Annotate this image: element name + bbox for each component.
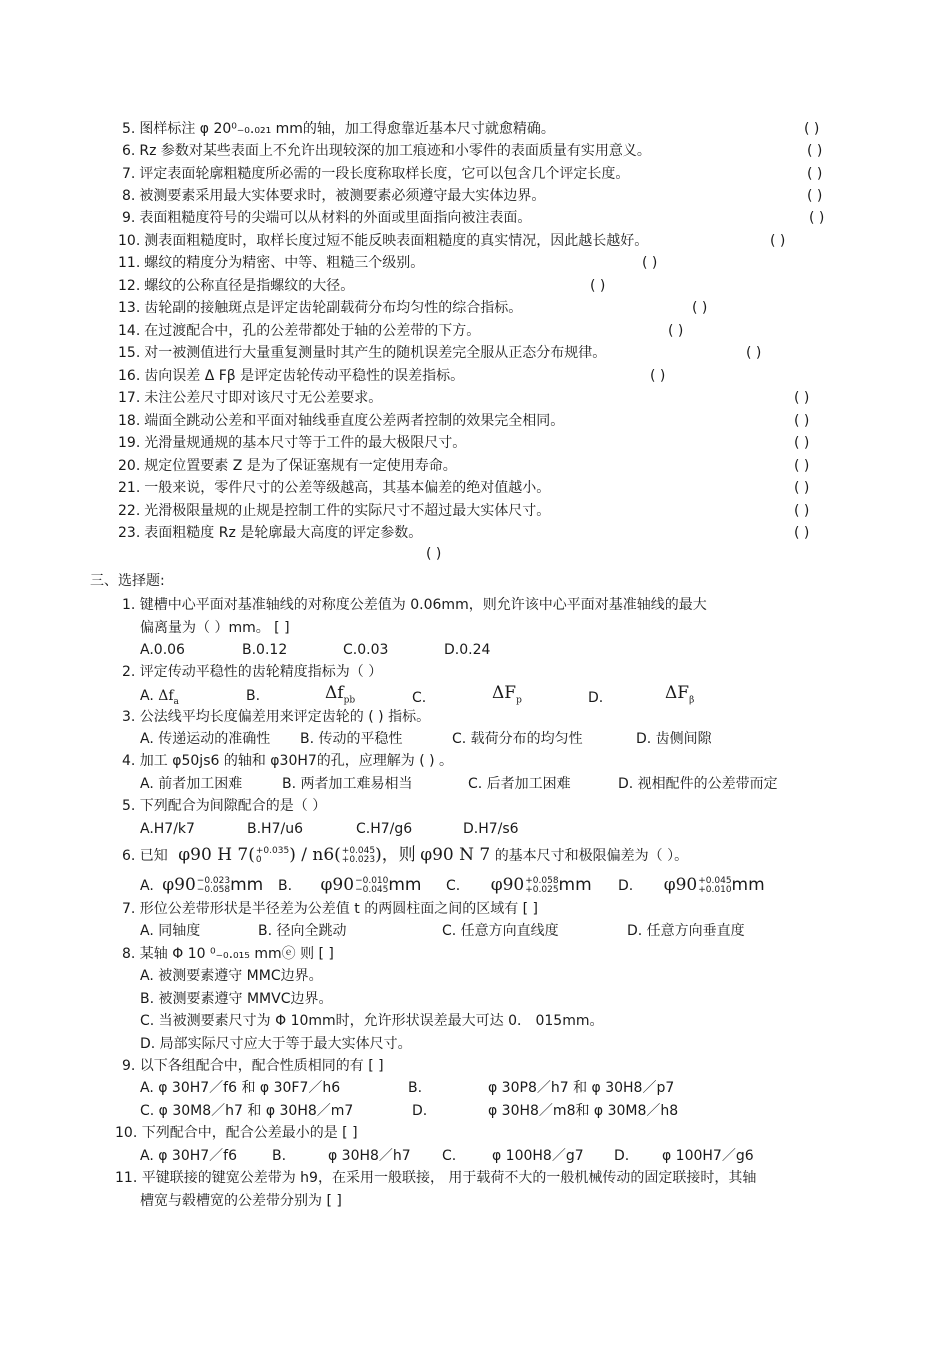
q4-option-a: A. 前者加工困难 (140, 776, 243, 792)
answer-paren[interactable]: ( ) (807, 188, 823, 204)
item-statement: 测表面粗糙度时，取样长度过短不能反映表面粗糙度的真实情况，因此越长越好。 (144, 233, 649, 249)
true-false-item (118, 477, 853, 499)
q1-option-a: A.0.06 (140, 642, 185, 658)
q6-option-c: C. φ90 +0.058 +0.025 mm (446, 875, 592, 895)
q8-option-c: C. 当被测要素尺寸为 Φ 10mm时，允许形状误差最大可达 0． 015mm。 (140, 1013, 604, 1029)
item-number: 16. (118, 368, 141, 384)
q1-option-c: C.0.03 (343, 642, 389, 658)
question-6: 6. 已知 φ90 H 7( +0.035 0 ) / n6( +0.045 +0.023 )，则 φ90 N 7 的基本尺寸和极限偏差为（ ）。 (122, 845, 689, 865)
q9-option-b-label: B. (408, 1080, 423, 1096)
item-number: 6. (122, 143, 136, 159)
item-statement: 评定表面轮廓粗糙度所必需的一段长度称取样长度，它可以包含几个评定长度。 (139, 166, 630, 182)
item-statement: 端面全跳动公差和平面对轴线垂直度公差两者控制的效果完全相同。 (144, 413, 565, 429)
item-number: 17. (118, 390, 141, 406)
item-statement: 齿向误差 Δ Fβ 是评定齿轮传动平稳性的误差指标。 (144, 368, 465, 384)
q3-option-c: C. 载荷分布的均匀性 (452, 731, 583, 747)
true-false-text (118, 500, 550, 522)
answer-paren[interactable]: ( ) (794, 503, 810, 519)
q9-option-a: A. φ 30H7／f6 和 φ 30F7／h6 (140, 1080, 341, 1096)
item-number: 19. (118, 435, 141, 451)
true-false-text (118, 297, 522, 319)
true-false-item (122, 207, 857, 229)
answer-paren[interactable]: ( ) (794, 413, 810, 429)
answer-paren[interactable]: ( ) (642, 255, 658, 271)
q8-option-d: D. 局部实际尺寸应大于等于最大实体尺寸。 (140, 1036, 412, 1052)
true-false-item (118, 252, 853, 274)
answer-paren[interactable]: ( ) (746, 345, 762, 361)
question-5: 5. 下列配合为间隙配合的是（ ） (122, 798, 327, 814)
true-false-text (122, 118, 555, 140)
answer-paren[interactable]: ( ) (668, 323, 684, 339)
item-number: 20. (118, 458, 141, 474)
q4-option-d: D. 视相配件的公差带而定 (618, 776, 778, 792)
question-11-line-1: 11. 平键联接的键宽公差带为 h9，在采用一般联接， 用于载荷不大的一般机械传动的固定联接时，其轴 (115, 1170, 757, 1186)
true-false-item (118, 432, 853, 454)
q8-option-a: A. 被测要素遵守 MMC边界。 (140, 968, 323, 984)
item-statement: 螺纹的精度分为精密、中等、粗糙三个级别。 (144, 255, 425, 271)
item-number: 22. (118, 503, 141, 519)
q10-option-d-label: D. (614, 1148, 630, 1164)
item-number: 15. (118, 345, 141, 361)
item-number: 14. (118, 323, 141, 339)
true-false-item (118, 500, 853, 522)
true-false-text (118, 320, 480, 342)
question-9: 9. 以下各组配合中，配合性质相同的有 [ ] (122, 1058, 384, 1074)
q2-symbol-d: $\Delta F_\beta$ (665, 683, 695, 706)
true-false-text (118, 387, 382, 409)
q7-option-c: C. 任意方向直线度 (442, 923, 559, 939)
q2-symbol-b: $\Delta f_{pb}$ (325, 683, 356, 706)
answer-paren[interactable]: ( ) (794, 480, 810, 496)
q5-option-a: A.H7/k7 (140, 821, 195, 837)
answer-paren[interactable]: ( ) (794, 435, 810, 451)
answer-paren[interactable]: ( ) (770, 233, 786, 249)
q2-option-c-label: C. (412, 690, 427, 706)
answer-paren[interactable]: ( ) (692, 300, 708, 316)
true-false-item (122, 140, 857, 162)
answer-paren[interactable]: ( ) (794, 458, 810, 474)
q3-option-d: D. 齿侧间隙 (636, 731, 712, 747)
q10-option-b: φ 30H8／h7 (328, 1148, 411, 1164)
q9-option-d: φ 30H8／m8和 φ 30M8／h8 (488, 1103, 679, 1119)
q2-option-a: A. $\Delta f_a$ (140, 688, 179, 707)
q10-option-b-label: B. (272, 1148, 287, 1164)
item-statement: 被测要素采用最大实体要求时，被测要素必须遵守最大实体边界。 (139, 188, 546, 204)
answer-paren[interactable]: ( ) (804, 121, 820, 137)
q1-option-b: B.0.12 (242, 642, 288, 658)
true-false-item (118, 342, 853, 364)
true-false-item (118, 455, 853, 477)
q10-option-c: φ 100H8／g7 (492, 1148, 584, 1164)
true-false-text (122, 207, 531, 229)
q5-option-b: B.H7/u6 (247, 821, 303, 837)
q2-symbol-c: $\Delta F_p$ (492, 683, 522, 706)
item-number: 5. (122, 121, 136, 137)
true-false-item (122, 118, 857, 140)
q4-option-c: C. 后者加工困难 (468, 776, 571, 792)
true-false-text (118, 522, 422, 544)
question-7: 7. 形位公差带形状是半径差为公差值 t 的两圆柱面之间的区域有 [ ] (122, 901, 539, 917)
item-number: 12. (118, 278, 141, 294)
question-3: 3. 公法线平均长度偏差用来评定齿轮的 ( ) 指标。 (122, 709, 431, 725)
item-number: 23. (118, 525, 141, 541)
true-false-text (118, 230, 648, 252)
question-10: 10. 下列配合中，配合公差最小的是 [ ] (115, 1125, 358, 1141)
q10-option-c-label: C. (442, 1148, 457, 1164)
item-number: 13. (118, 300, 141, 316)
item-statement: 表面粗糙度符号的尖端可以从材料的外面或里面指向被注表面。 (139, 210, 532, 226)
item-number: 10. (118, 233, 141, 249)
q8-option-b: B. 被测要素遵守 MMVC边界。 (140, 991, 333, 1007)
item-statement: 光滑量规通规的基本尺寸等于工件的最大极限尺寸。 (144, 435, 467, 451)
q6-option-d: D. φ90 +0.045 +0.010 mm (618, 875, 765, 895)
item-number: 18. (118, 413, 141, 429)
q6-option-a: A. φ90 −0.023 −0.058 mm (140, 875, 264, 895)
item-statement: 规定位置要素 Z 是为了保证塞规有一定使用寿命。 (144, 458, 457, 474)
true-false-item (122, 163, 857, 185)
q5-option-c: C.H7/g6 (356, 821, 413, 837)
q9-option-b: φ 30P8／h7 和 φ 30H8／p7 (488, 1080, 675, 1096)
item-number: 9. (122, 210, 136, 226)
true-false-text (122, 185, 545, 207)
true-false-item (118, 297, 853, 319)
item-statement: 对一被测值进行大量重复测量时其产生的随机误差完全服从正态分布规律。 (144, 345, 607, 361)
true-false-text (118, 252, 424, 274)
true-false-text (118, 455, 457, 477)
q2-option-b-label: B. (246, 688, 261, 704)
question-1-line-1: 1. 键槽中心平面对基准轴线的对称度公差值为 0.06mm，则允许该中心平面对基准轴线的最大 (122, 597, 707, 613)
item-statement: 一般来说，零件尺寸的公差等级越高，其基本偏差的绝对值越小。 (144, 480, 551, 496)
answer-paren[interactable]: ( ) (650, 368, 666, 384)
answer-paren[interactable]: ( ) (590, 278, 606, 294)
true-false-text (122, 163, 629, 185)
item-statement: 齿轮副的接触斑点是评定齿轮副载荷分布均匀性的综合指标。 (144, 300, 523, 316)
true-false-item (118, 365, 853, 387)
item-statement: 图样标注 φ 20⁰₋₀.₀₂₁ mm的轴，加工得愈靠近基本尺寸就愈精确。 (139, 121, 555, 137)
true-false-item (118, 275, 853, 297)
item-statement: 未注公差尺寸即对该尺寸无公差要求。 (144, 390, 383, 406)
true-false-text (118, 432, 466, 454)
q9-option-d-label: D. (412, 1103, 428, 1119)
true-false-text (118, 410, 564, 432)
item-number: 21. (118, 480, 141, 496)
true-false-text (118, 477, 550, 499)
item-number: 7. (122, 166, 136, 182)
question-11-line-2: 槽宽与毂槽宽的公差带分别为 [ ] (140, 1193, 342, 1209)
true-false-text (122, 140, 651, 162)
answer-paren[interactable]: ( ) (794, 525, 810, 541)
q2-symbol-a: $\Delta f_a$ (158, 688, 179, 707)
true-false-text (118, 365, 464, 387)
q1-option-d: D.0.24 (444, 642, 491, 658)
section-title: 三、选择题: (90, 573, 165, 589)
item-number: 8. (122, 188, 136, 204)
q7-option-b: B. 径向全跳动 (258, 923, 347, 939)
question-8: 8. 某轴 Φ 10 ⁰₋₀.₀₁₅ mmⓔ 则 [ ] (122, 946, 334, 962)
question-4: 4. 加工 φ50js6 的轴和 φ30H7的孔，应理解为 ( ) 。 (122, 753, 454, 769)
q4-option-b: B. 两者加工难易相当 (282, 776, 413, 792)
true-false-text (118, 342, 606, 364)
q5-option-d: D.H7/s6 (463, 821, 519, 837)
q7-option-d: D. 任意方向垂直度 (627, 923, 745, 939)
question-1-line-2: 偏离量为（ ）mm。 [ ] (140, 620, 290, 636)
answer-paren[interactable]: ( ) (807, 143, 823, 159)
true-false-item (118, 387, 853, 409)
item-statement: 光滑极限量规的止规是控制工件的实际尺寸不超过最大实体尺寸。 (144, 503, 551, 519)
item-statement: 螺纹的公称直径是指螺纹的大径。 (144, 278, 355, 294)
true-false-item (122, 185, 857, 207)
true-false-item (118, 230, 853, 252)
q7-option-a: A. 同轴度 (140, 923, 201, 939)
item-statement: 在过渡配合中，孔的公差带都处于轴的公差带的下方。 (144, 323, 481, 339)
item-statement: Rz 参数对某些表面上不允许出现较深的加工痕迹和小零件的表面质量有实用意义。 (139, 143, 651, 159)
answer-paren[interactable]: ( ) (809, 210, 825, 226)
answer-paren[interactable]: ( ) (807, 166, 823, 182)
q10-option-d: φ 100H7／g6 (662, 1148, 754, 1164)
q9-option-c: C. φ 30M8／h7 和 φ 30H8／m7 (140, 1103, 354, 1119)
item-number: 11. (118, 255, 141, 271)
q10-option-a: A. φ 30H7／f6 (140, 1148, 238, 1164)
item-statement: 表面粗糙度 Rz 是轮廓最大高度的评定参数。 (144, 525, 423, 541)
q6-option-b: B. φ90 −0.010 −0.045 mm (278, 875, 422, 895)
q2-option-d-label: D. (588, 690, 604, 706)
true-false-item (118, 410, 853, 432)
answer-paren[interactable]: ( ) (794, 390, 810, 406)
true-false-item (118, 522, 853, 544)
true-false-text (118, 275, 354, 297)
extra-answer-paren: ( ) (426, 546, 442, 562)
q3-option-a: A. 传递运动的准确性 (140, 731, 271, 747)
question-2: 2. 评定传动平稳性的齿轮精度指标为（ ） (122, 664, 383, 680)
q3-option-b: B. 传动的平稳性 (300, 731, 403, 747)
true-false-item (118, 320, 853, 342)
